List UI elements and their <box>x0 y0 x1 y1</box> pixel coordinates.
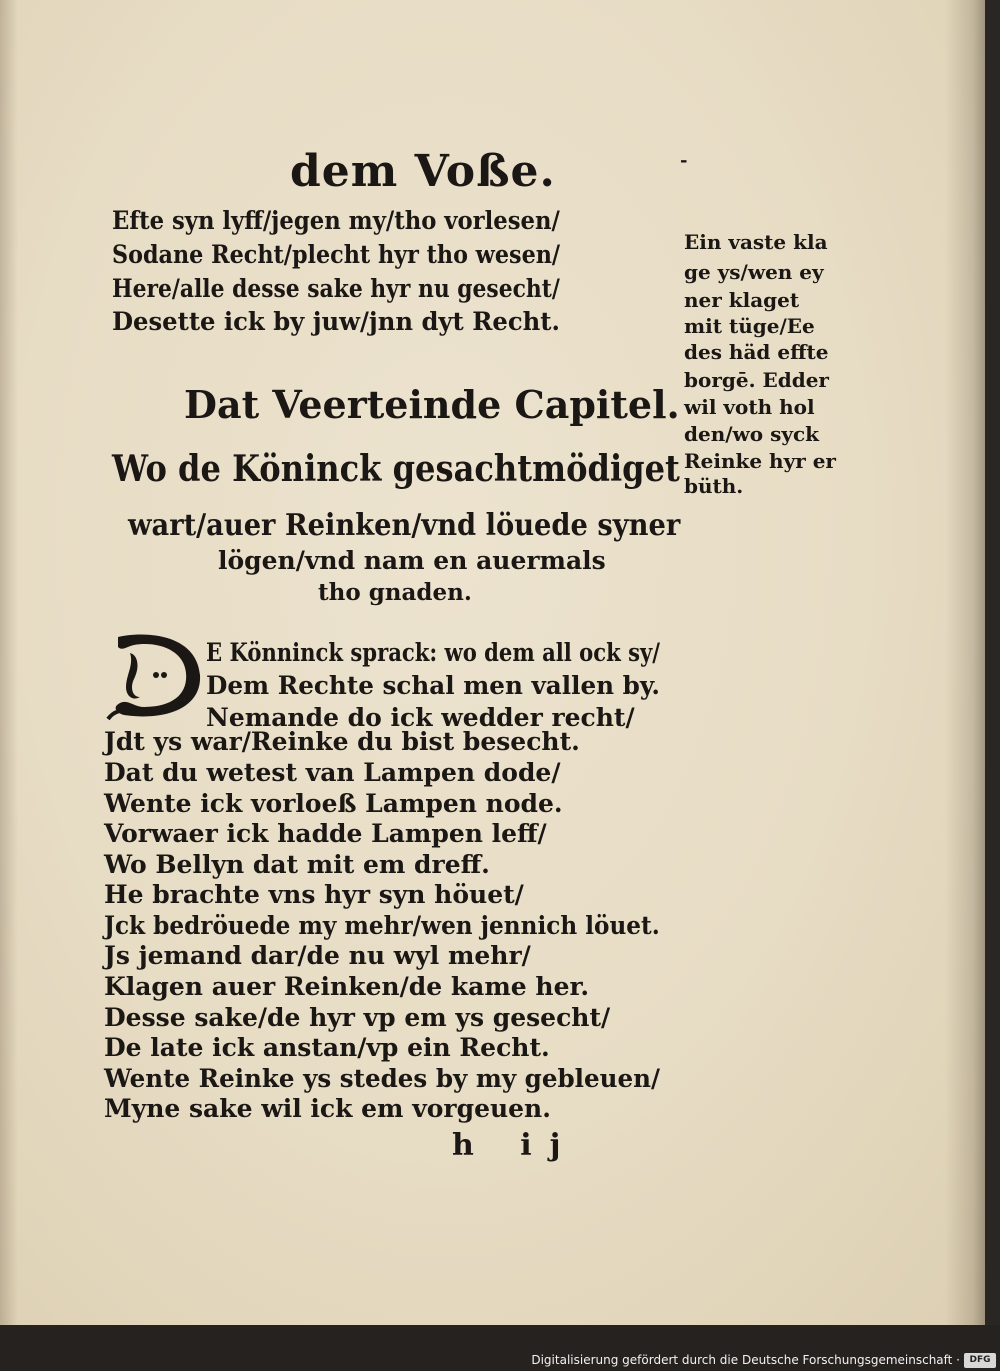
body-verse-line: Js jemand dar/de nu wyl mehr/ <box>104 941 531 970</box>
chapter-title: Dat Veerteinde Capitel. <box>184 382 680 427</box>
margin-note-line: ge ys/wen ey <box>684 260 824 284</box>
body-verse-line: Desse sake/de hyr vp em ys gesecht/ <box>104 1003 611 1032</box>
body-verse-line: Klagen auer Reinken/de kame her. <box>104 972 590 1001</box>
body-verse-line: E Könninck sprack: wo dem all ock sy/ <box>206 638 661 667</box>
body-verse-line: Vorwaer ick hadde Lampen leff/ <box>104 819 547 848</box>
body-verse-line: Jdt ys war/Reinke du bist besecht. <box>104 727 580 756</box>
body-verse-line: Nemande do ick wedder recht/ <box>206 703 635 732</box>
body-verse-line: Wente Reinke ys stedes by my gebleuen/ <box>104 1064 661 1093</box>
chapter-summary-line: Wo de Köninck gesachtmödiget <box>112 448 680 490</box>
body-verse-line: Dem Rechte schal men vallen by. <box>206 671 660 700</box>
decorated-initial-d-icon <box>104 627 208 723</box>
margin-note-line: büth. <box>684 474 744 498</box>
body-verse-line: Dat du wetest van Lampen dode/ <box>104 758 561 787</box>
body-verse-line: Jck bedröuede my mehr/wen jennich löuet. <box>104 911 660 940</box>
intro-verse-line: Here/alle desse sake hyr nu gesecht/ <box>112 274 560 303</box>
running-head-mark: - <box>680 150 688 171</box>
margin-note-line: des häd effte <box>684 340 829 364</box>
chapter-summary-line: tho gnaden. <box>318 579 472 606</box>
body-verse-line: He brachte vns hyr syn höuet/ <box>104 880 524 909</box>
chapter-summary-line: wart/auer Reinken/vnd löuede syner <box>128 508 681 543</box>
body-verse-line: Myne sake wil ick em vorgeuen. <box>104 1094 551 1123</box>
running-head: dem Voße. <box>290 146 556 197</box>
intro-verse-line: Sodane Recht/plecht hyr tho wesen/ <box>112 240 561 269</box>
intro-verse-line: Efte syn lyff/jegen my/tho vorlesen/ <box>112 206 560 235</box>
margin-note-line: Reinke hyr er <box>684 449 836 473</box>
page-gutter-shadow <box>0 0 18 1325</box>
page-edge-shadow <box>945 0 985 1325</box>
body-verse-line: Wo Bellyn dat mit em dreff. <box>104 850 490 879</box>
margin-note-line: den/wo syck <box>684 422 819 446</box>
signature-mark: h ij <box>452 1128 579 1163</box>
margin-note-line: wil voth hol <box>684 395 815 419</box>
body-verse-line: Wente ick vorloeß Lampen node. <box>104 789 563 818</box>
funding-credit: Digitalisierung gefördert durch die Deutsche Forschungsgemeinschaft · <box>531 1353 960 1367</box>
dfg-logo-icon[interactable]: DFG <box>964 1353 996 1368</box>
viewer-footer <box>0 1325 1000 1371</box>
chapter-summary-line: lögen/vnd nam en auermals <box>218 546 606 575</box>
body-verse-line: De late ick anstan/vp ein Recht. <box>104 1033 550 1062</box>
margin-note-line: Ein vaste kla <box>684 230 828 254</box>
margin-note-line: borgē. Edder <box>684 368 829 392</box>
margin-note-line: ner klaget <box>684 288 800 312</box>
margin-note-line: mit tüge/Ee <box>684 314 815 338</box>
intro-verse-line: Desette ick by juw/jnn dyt Recht. <box>112 307 560 336</box>
